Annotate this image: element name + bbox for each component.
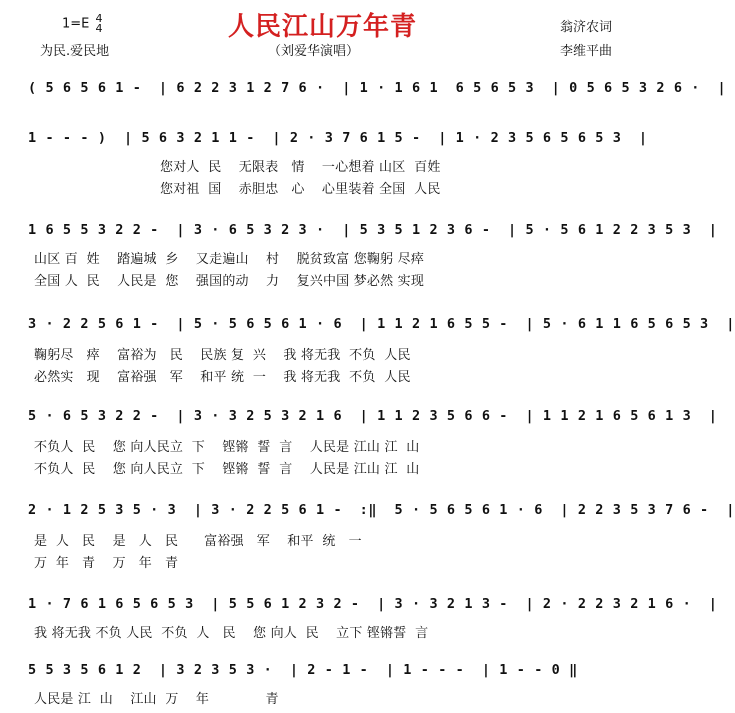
lyrics-line-3b: 全国 人 民 人民是 您 强国的动 力 复兴中国 梦必然 实现 [34,274,425,289]
lyrics-line-5b: 不负人 民 您 向人民立 下 铿锵 誓 言 人民是 江山 江 山 [34,462,420,477]
score-line-3: 1 6 5 5 3 2 2 - | 3 · 6 5 3 2 3 · | 5 3 5 1 2 3 6 - | 5 · 5 6 1 2 2 3 5 3 | [28,222,718,238]
score-line-4: 3 · 2 2 5 6 1 - | 5 · 5 6 5 6 1 · 6 | 1 1 2 1 6 5 5 - | 5 · 6 1 1 6 5 6 5 3 | [28,316,735,332]
lyrics-line-4a: 鞠躬尽 瘁 富裕为 民 民族 复 兴 我 将无我 不负 人民 [34,348,411,363]
lyrics-line-6a: 是 人 民 是 人 民 富裕强 军 和平 统 一 [34,534,362,549]
score-line-6: 2 · 1 2 5 3 5 · 3 | 3 · 2 2 5 6 1 - :‖ 5 · 5 6 5 6 1 · 6 | 2 2 3 5 3 7 6 - | [28,502,735,518]
subtitle-left: 为民.爱民地 [40,44,110,59]
lyrics-line-7a: 我 将无我 不负 人民 不负 人 民 您 向人 民 立下 铿锵誓 言 [34,626,429,641]
lyrics-line-6b: 万 年 青 万 年 青 [34,556,179,571]
key-signature [62,14,103,34]
time-top: 4 [95,12,103,25]
lyricist-credit: 翁济农词 [560,20,613,35]
score-line-1: ( 5 6 5 6 1 - | 6 2 2 3 1 2 7 6 · | 1 · 1 6 1 6 5 6 5 3 | 0 5 6 5 3 2 6 · | [28,80,727,96]
time-bottom: 4 [95,22,103,35]
time-signature [96,14,103,34]
lyrics-line-4b: 必然实 现 富裕强 军 和平 统 一 我 将无我 不负 人民 [34,370,411,385]
lyrics-line-3a: 山区 百 姓 踏遍城 乡 又走遍山 村 脱贫致富 您鞠躬 尽瘁 [34,252,425,267]
lyrics-line-8a: 人民是 江 山 江山 万 年 青 [34,692,279,707]
lyrics-line-2a: 您对人 民 无限表 情 一心想着 山区 百姓 [160,160,441,175]
score-line-2: 1 - - - ) | 5 6 3 2 1 1 - | 2 · 3 7 6 1 5 - | 1 · 2 3 5 6 5 6 5 3 | [28,130,648,146]
composer-credit: 李维平曲 [560,44,613,59]
lyrics-line-5a: 不负人 民 您 向人民立 下 铿锵 誓 言 人民是 江山 江 山 [34,440,420,455]
score-line-8: 5 5 3 5 6 1 2 | 3 2 3 5 3 · | 2 - 1 - | 1 - - - | 1 - - 0 ‖ [28,662,578,678]
score-line-7: 1 · 7 6 1 6 5 6 5 3 | 5 5 6 1 2 3 2 - | 3 · 3 2 1 3 - | 2 · 2 2 3 2 1 6 · | [28,596,718,612]
song-title: 人民江山万年青 [228,12,418,42]
score-line-5: 5 · 6 5 3 2 2 - | 3 · 3 2 5 3 2 1 6 | 1 1 2 3 5 6 6 - | 1 1 2 1 6 5 6 1 3 | [28,408,718,424]
lyrics-line-2b: 您对祖 国 赤胆忠 心 心里装着 全国 人民 [160,182,441,197]
key-label: 1=E [62,16,90,32]
singer-credit: （刘爱华演唱） [268,44,360,59]
